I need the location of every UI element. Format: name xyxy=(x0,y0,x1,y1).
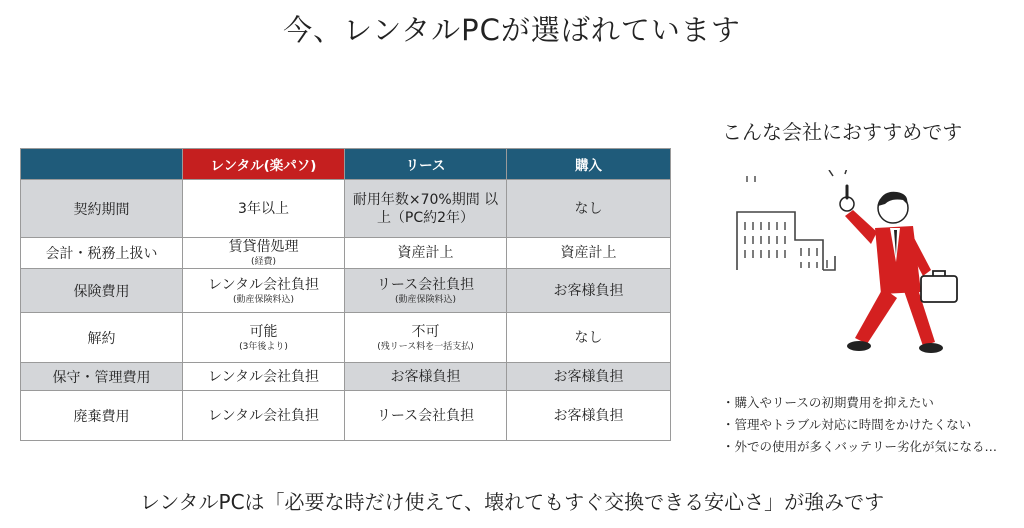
recommend-list xyxy=(722,392,997,458)
cell-purchase xyxy=(507,391,671,441)
cell-main-text: 耐用年数×70%期間 以上（PC約2年） xyxy=(352,191,499,226)
cell-lease xyxy=(345,313,507,363)
cell-lease xyxy=(345,269,507,313)
cell-main-text: 賃貸借処理 xyxy=(228,239,299,255)
row-label: 解約 xyxy=(21,313,183,363)
page-title: 今、レンタルPCが選ばれています xyxy=(283,13,741,47)
cell-lease xyxy=(345,238,507,269)
list-item: ・ 外での使用が多くバッテリー劣化が気になる… xyxy=(722,436,997,458)
building-icon xyxy=(737,176,835,270)
cell-main-text: レンタル会社負担 xyxy=(207,276,320,293)
cell-note: (残リース料を一括支払) xyxy=(377,341,474,352)
table-row xyxy=(21,363,671,391)
recommend-title: こんな会社におすすめです xyxy=(722,120,963,144)
table-row xyxy=(21,313,671,363)
cell-rental xyxy=(183,363,345,391)
cell-main-text: なし xyxy=(574,200,603,217)
header-purchase: 購入 xyxy=(507,149,671,180)
cell-rental xyxy=(183,313,345,363)
header-rental: レンタル(楽パソ) xyxy=(183,149,345,180)
cell-note: (動産保険料込) xyxy=(232,294,295,305)
cell-main-text: お客様負担 xyxy=(390,368,461,385)
cell-lease xyxy=(345,363,507,391)
cell-main-text: 資産計上 xyxy=(560,245,617,261)
cell-note: (経費) xyxy=(250,257,277,267)
cell-main-text: お客様負担 xyxy=(553,407,624,424)
row-label: 会計・税務上扱い xyxy=(21,238,183,269)
cell-main-text: なし xyxy=(574,329,603,346)
footer-message: レンタルPCは「必要な時だけ使えて、壊れてもすぐ交換できる安心さ」が強みです xyxy=(139,490,885,514)
list-item: ・ 管理やトラブル対応に時間をかけたくない xyxy=(722,414,997,436)
comparison-table xyxy=(20,148,671,441)
row-label: 廃棄費用 xyxy=(21,391,183,441)
cell-main-text: レンタル会社負担 xyxy=(207,368,320,385)
cell-main-text: リース会社負担 xyxy=(376,407,475,424)
row-label: 保守・管理費用 xyxy=(21,363,183,391)
cell-note: (動産保険料込) xyxy=(394,294,457,305)
cell-main-text: お客様負担 xyxy=(553,368,624,385)
cell-main-text: 資産計上 xyxy=(397,245,454,261)
cell-main-text: レンタル会社負担 xyxy=(207,407,320,424)
table-row xyxy=(21,391,671,441)
businessman-illustration xyxy=(735,170,985,370)
header-lease: リース xyxy=(345,149,507,180)
cell-main-text: お客様負担 xyxy=(553,282,624,299)
cell-purchase xyxy=(507,313,671,363)
cell-main-text: 不可 xyxy=(411,323,440,340)
cell-rental xyxy=(183,238,345,269)
cell-main-text: 可能 xyxy=(249,323,278,340)
table-row xyxy=(21,238,671,269)
cell-rental xyxy=(183,269,345,313)
row-label: 保険費用 xyxy=(21,269,183,313)
table-row xyxy=(21,269,671,313)
cell-main-text: リース会社負担 xyxy=(376,276,475,293)
list-item: ・ 購入やリースの初期費用を抑えたい xyxy=(722,392,997,414)
table-header-row xyxy=(21,149,671,180)
row-label: 契約期間 xyxy=(21,180,183,238)
cell-purchase xyxy=(507,238,671,269)
table-row xyxy=(21,180,671,238)
cell-lease xyxy=(345,391,507,441)
businessman-figure xyxy=(840,186,957,353)
cell-lease xyxy=(345,180,507,238)
cell-main-text: 3年以上 xyxy=(238,200,289,217)
cell-rental xyxy=(183,391,345,441)
cell-purchase xyxy=(507,269,671,313)
cell-purchase xyxy=(507,363,671,391)
cell-note: (3年後より) xyxy=(239,341,288,352)
cell-rental xyxy=(183,180,345,238)
cell-purchase xyxy=(507,180,671,238)
header-empty xyxy=(21,149,183,180)
